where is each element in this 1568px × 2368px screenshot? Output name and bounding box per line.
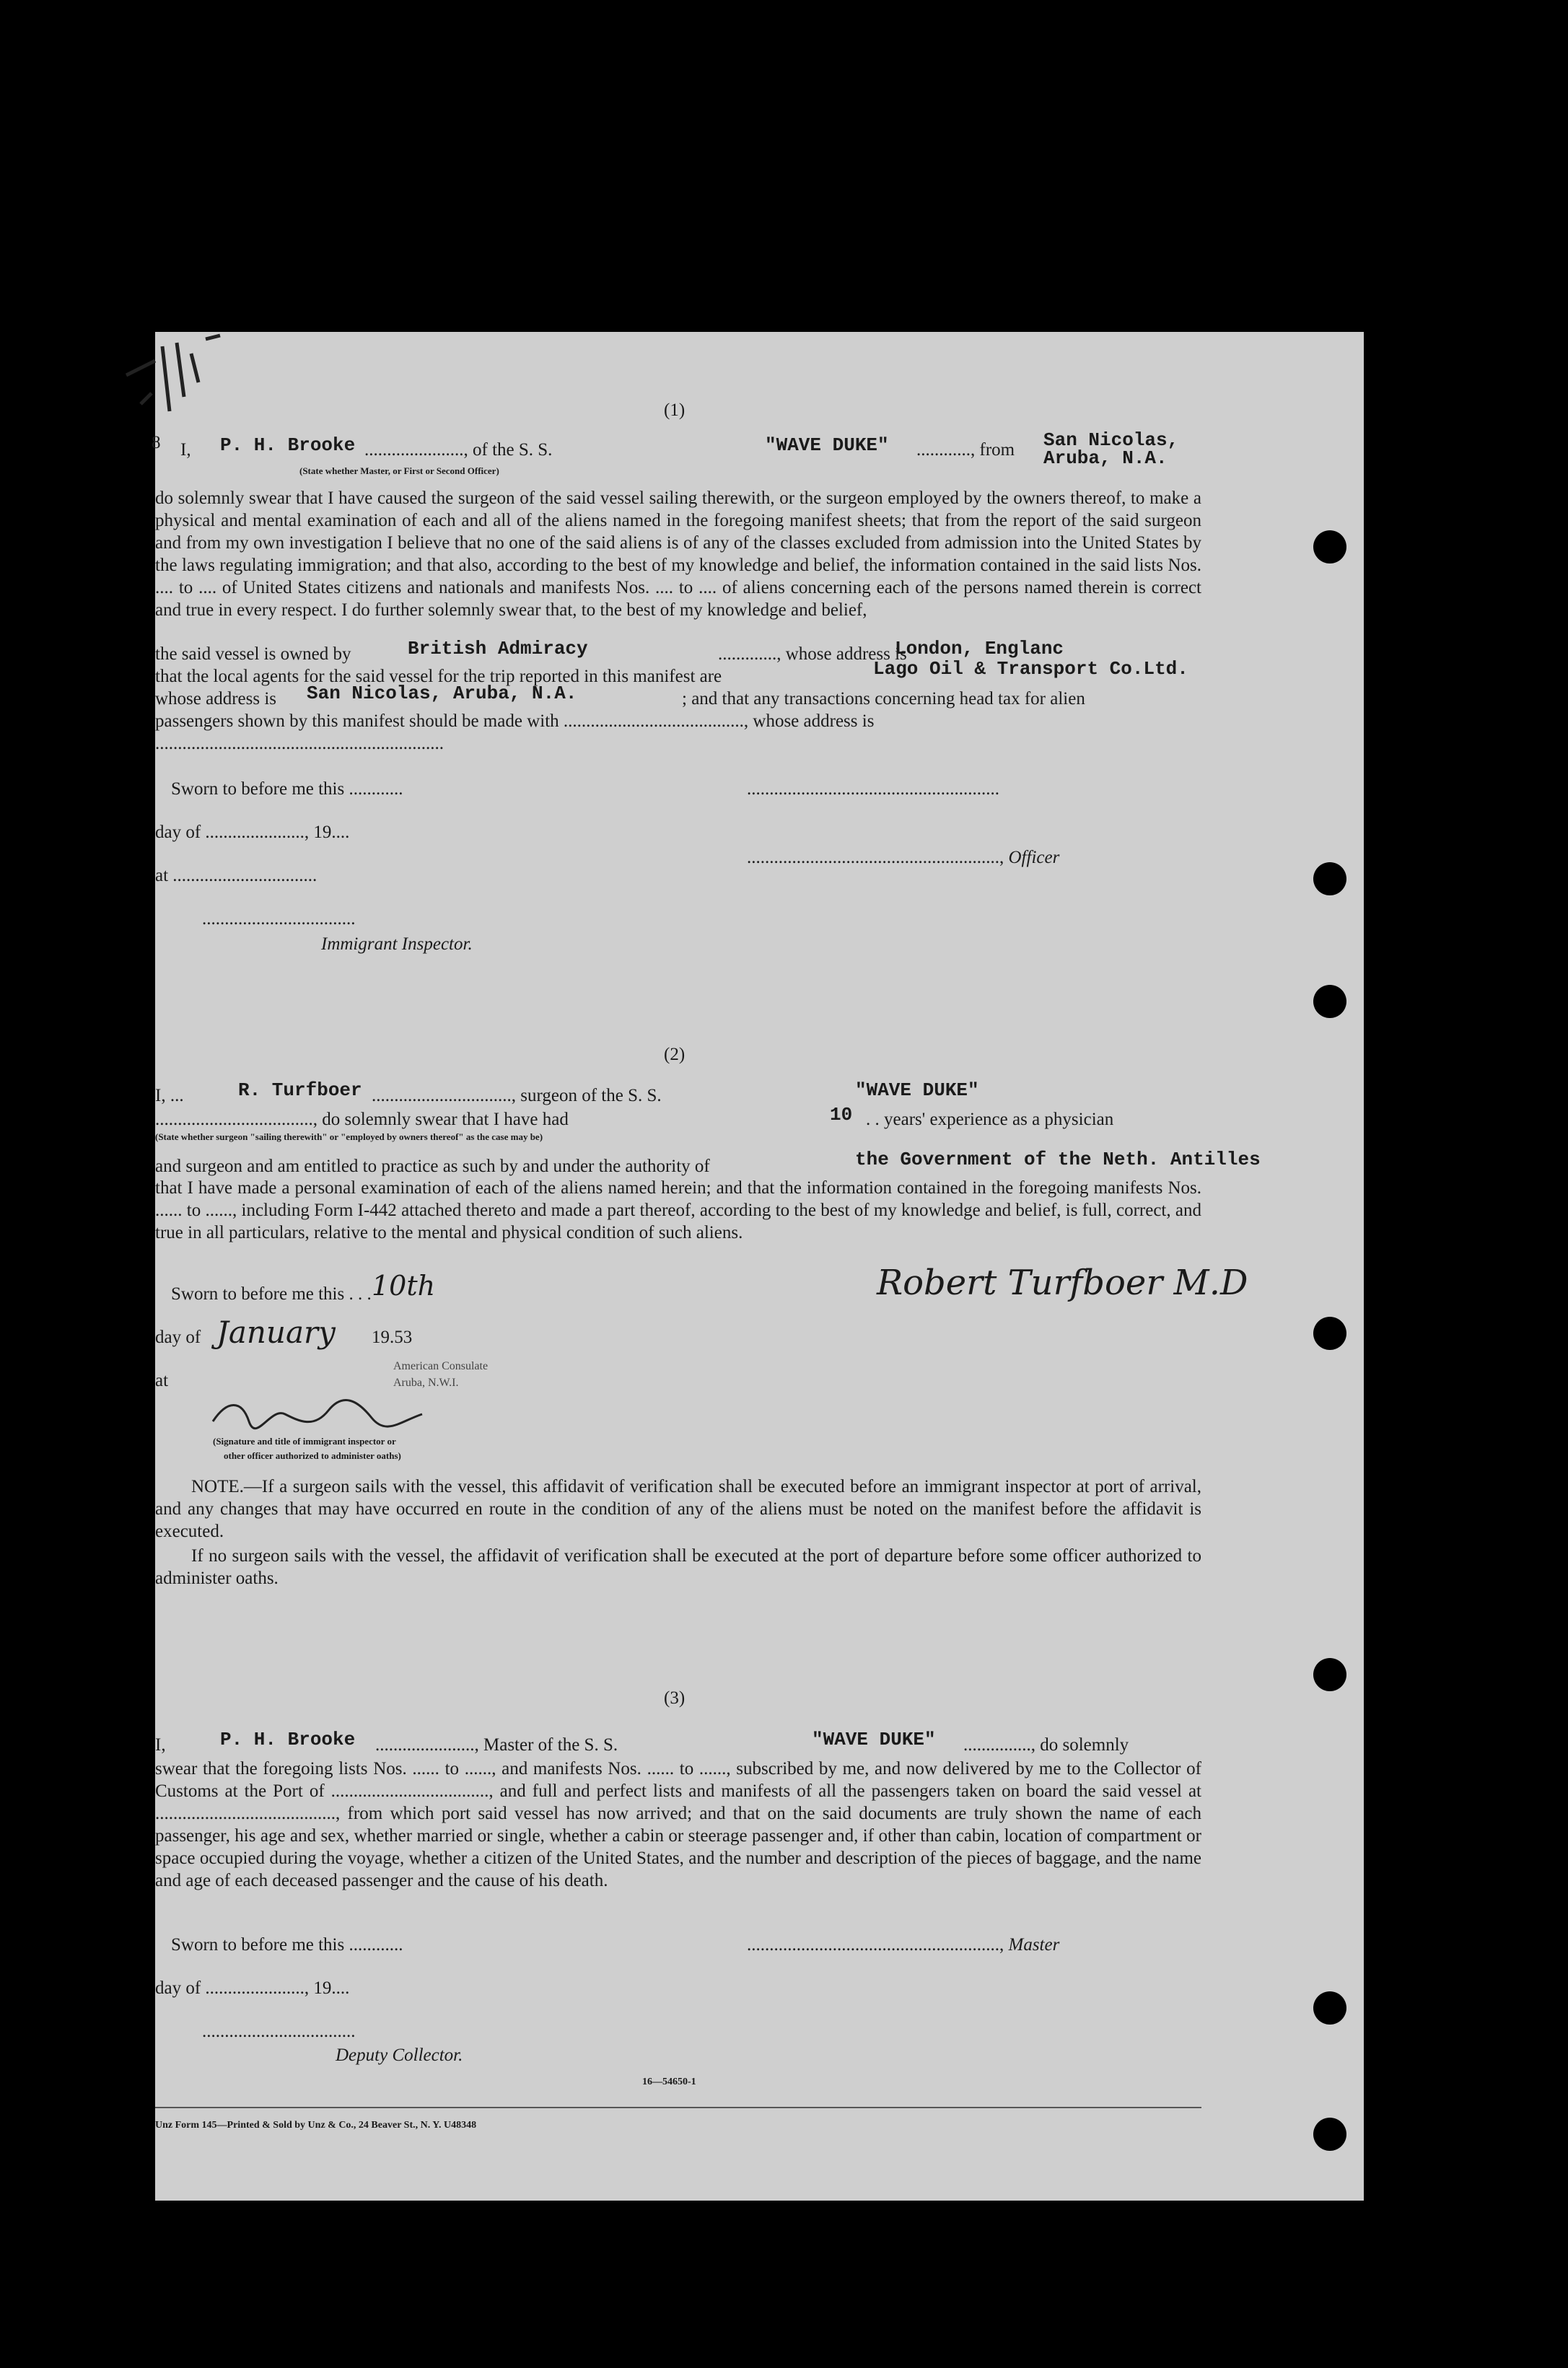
section-3-paragraph: swear that the foregoing lists Nos. ...... to ......, and manifests Nos. ...... to ......, subscribed by me, and now delivered by me to the Collector of Customs at the Port of ..................................., and full and perfect lists and manifests of all the passengers taken on board the said vessel at ........................................, from which port said vessel has now arrived; and that on the said documents are truly shown the name of each passenger, his age and sex, whether married or single, whether a cabin or steerage passenger and, if other than cabin, location of compartment or space occupied during the voyage, whether a citizen of the United States, and the number and description of the pieces of baggage, and the name and age of each deceased passenger and the cause of his death. xyxy=(155,1759,1201,1890)
state-hint-1: (State whether Master, or First or Second Officer) xyxy=(299,465,499,476)
month-handwritten: January xyxy=(216,1315,336,1350)
officer-signature-dots: ........................................................ xyxy=(747,779,999,799)
master-name-3: P. H. Brooke xyxy=(220,1729,356,1750)
section-2-number: (2) xyxy=(664,1045,686,1064)
binder-hole xyxy=(1313,1991,1346,2025)
vessel-name-3: "WAVE DUKE" xyxy=(812,1729,936,1750)
from-place-1: San Nicolas, xyxy=(1043,429,1179,451)
years-experience: 10 xyxy=(830,1104,853,1126)
day-line-1: day of ......................, 19.... xyxy=(155,823,350,842)
binder-hole xyxy=(1313,985,1346,1018)
officer-line: ........................................................, Officer xyxy=(747,848,1060,867)
owner-address: London, Englanc xyxy=(895,638,1064,659)
year-2: 19.53 xyxy=(372,1328,413,1347)
vessel-name-2: "WAVE DUKE" xyxy=(855,1079,979,1101)
dots-line: ................................................................ xyxy=(155,734,444,753)
day-lead-2: day of xyxy=(155,1328,201,1347)
authority: the Government of the Neth. Antilles xyxy=(855,1149,1261,1170)
master-name: P. H. Brooke xyxy=(220,434,356,456)
inspector-label: Immigrant Inspector. xyxy=(321,934,473,954)
form-number: 16—54650-1 xyxy=(642,2077,696,2087)
surgeon-of-text: ..............................., surgeon of the S. S. xyxy=(372,1086,662,1105)
sig-hint-2: other officer authorized to administer oaths) xyxy=(224,1450,401,1461)
collector-dots: .................................. xyxy=(202,2022,356,2041)
binder-hole xyxy=(1313,862,1346,895)
owner-address-lead: ............., whose address is xyxy=(718,644,907,664)
passengers-text: passengers shown by this manifest should be made with ........................................, whose address is xyxy=(155,711,875,731)
section-1-paragraph: do solemnly swear that I have caused the surgeon of the said vessel sailing therewith, or the surgeon employed by the owners thereof, to make a physical and mental examination of each and all of the aliens named in the foregoing manifest sheets; that from the report of the said surgeon and from my own investigation I believe that no one of the said aliens is of any of the classes excluded from admission into the United States by the laws regulating immigration; and that also, according to the best of my knowledge and belief, the information contained in the said lists Nos. .... to .... of United States citizens and nationals and manifests Nos. .... to .... of aliens concerning each of the persons named therein is correct and true in every respect. I do further solemnly swear that, to the best of my knowledge and belief, xyxy=(155,488,1201,620)
of-ss-text: ......................, of the S. S. xyxy=(364,440,553,460)
authority-lead: and surgeon and am entitled to practice as such by and under the authority of xyxy=(155,1157,710,1176)
margin-mark: 8 xyxy=(152,433,161,452)
section-3-number: (3) xyxy=(664,1688,686,1708)
vessel-name: "WAVE DUKE" xyxy=(765,434,889,456)
binder-hole xyxy=(1313,1317,1346,1350)
sig-hint-1: (Signature and title of immigrant inspector or xyxy=(213,1436,396,1447)
section-2-lead: I, ... xyxy=(155,1086,184,1105)
local-agents: Lago Oil & Transport Co.Ltd. xyxy=(873,658,1188,680)
from-place-2: Aruba, N.A. xyxy=(1043,447,1168,469)
head-tax-text: ; and that any transactions concerning head tax for alien xyxy=(682,689,1085,709)
agents-address: San Nicolas, Aruba, N.A. xyxy=(307,683,577,704)
binder-hole xyxy=(1313,1658,1346,1691)
at-line-1: at ................................ xyxy=(155,866,317,885)
section-2-paragraph: that I have made a personal examination of each of the aliens named herein; and that the information contained in the foregoing manifests Nos. ...... to ......, including Form I-442 attached thereto and made a part thereof, according to the best of my knowledge and belief, is full, correct, and true in all particulars, relative to the mental and physical condition of such aliens. xyxy=(155,1178,1201,1242)
footer-rule xyxy=(155,2107,1201,2108)
note-paragraph-2: If no surgeon sails with the vessel, the affidavit of verification shall be executed at the port of departure before some officer authorized to administer oaths. xyxy=(155,1546,1201,1588)
binder-hole xyxy=(1313,530,1346,564)
sworn-line-1: Sworn to before me this ............ xyxy=(171,779,403,799)
inspector-signature xyxy=(206,1393,437,1436)
sworn-date-handwritten: 10th xyxy=(372,1270,436,1302)
note-paragraph-1: NOTE.—If a surgeon sails with the vessel, this affidavit of verification shall be executed before an immigrant inspector at port of arrival, and any changes that may have occurred en route in the condition of any of the aliens must be noted on the manifest before the affidavit is executed. xyxy=(155,1477,1201,1541)
swear-text: ..................................., do solemnly swear that I have had xyxy=(155,1110,569,1129)
sworn-line-2: Sworn to before me this . . . xyxy=(171,1284,372,1304)
agents-lead: that the local agents for the said vessel for the trip reported in this manifest are xyxy=(155,667,722,686)
from-label: ............, from xyxy=(916,440,1015,460)
day-line-3: day of ......................, 19.... xyxy=(155,1978,350,1998)
surgeon-signature: Robert Turfboer M.D xyxy=(877,1263,1248,1303)
state-hint-2: (State whether surgeon "sailing therewith" or "employed by owners thereof" as the case may be) xyxy=(155,1131,543,1142)
collector-label: Deputy Collector. xyxy=(336,2045,463,2065)
consulate-stamp-2: Aruba, N.W.I. xyxy=(393,1377,459,1389)
handwritten-mark xyxy=(112,332,299,418)
at-line-2: at xyxy=(155,1371,169,1390)
owned-by-lead: the said vessel is owned by xyxy=(155,644,351,664)
manifest-page xyxy=(152,332,1364,2201)
surgeon-name: R. Turfboer xyxy=(238,1079,362,1101)
inspector-dots: .................................. xyxy=(202,909,356,929)
binder-hole xyxy=(1313,2118,1346,2151)
section-1-lead: I, xyxy=(180,440,191,460)
printer-imprint: Unz Form 145—Printed & Sold by Unz & Co., 24 Beaver St., N. Y. U48348 xyxy=(155,2120,477,2131)
agents-address-lead: whose address is xyxy=(155,689,277,709)
master-line: ........................................................, Master xyxy=(747,1935,1060,1955)
years-text: . . years' experience as a physician xyxy=(866,1110,1114,1129)
solemnly-text: ..............., do solemnly xyxy=(963,1735,1129,1755)
vessel-owner: British Admiracy xyxy=(408,638,588,659)
consulate-stamp-1: American Consulate xyxy=(393,1360,489,1372)
section-1-number: (1) xyxy=(664,400,686,420)
section-3-lead: I, xyxy=(155,1735,166,1755)
sworn-line-3: Sworn to before me this ............ xyxy=(171,1935,403,1955)
master-of-text: ......................, Master of the S. S. xyxy=(375,1735,618,1755)
